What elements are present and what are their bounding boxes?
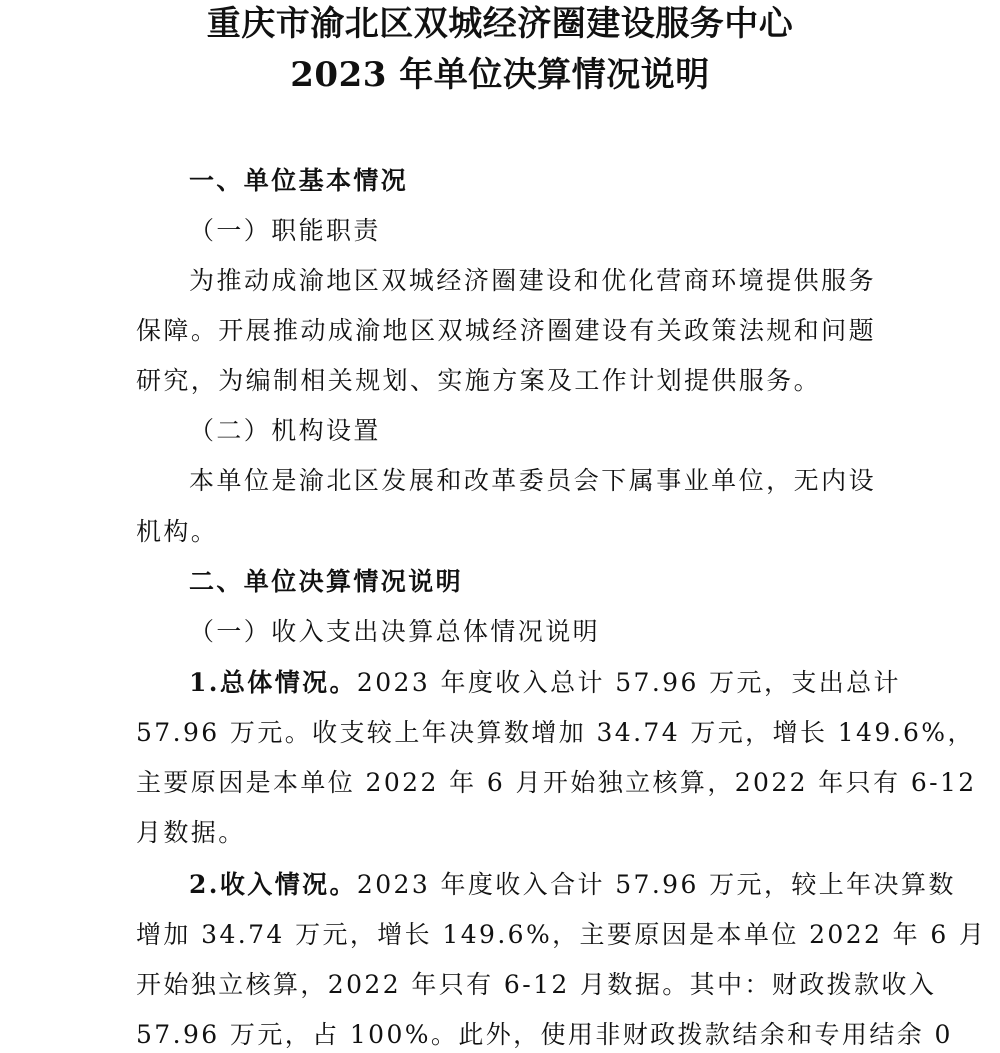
paragraph-line: 57.96 万元。收支较上年决算数增加 34.74 万元，增长 149.6%，: [136, 718, 975, 747]
paragraph-line: 为推动成渝地区双城经济圈建设和优化营商环境提供服务: [189, 266, 876, 295]
para2-label: 2.收入情况。: [189, 870, 357, 899]
paragraph-line: 本单位是渝北区发展和改革委员会下属事业单位，无内设: [189, 466, 876, 495]
paragraph-line: 57.96 万元，占 100%。此外，使用非财政拨款结余和专用结余 0: [136, 1020, 953, 1049]
paragraph-line: 主要原因是本单位 2022 年 6 月开始独立核算，2022 年只有 6-12: [136, 768, 977, 797]
paragraph-line: 保障。开展推动成渝地区双城经济圈建设有关政策法规和问题: [136, 316, 876, 345]
para2-text: 2023 年度收入合计 57.96 万元，较上年决算数: [356, 870, 956, 899]
paragraph-line: [189, 666, 901, 700]
document-title-line2: 2023 年单位决算情况说明: [290, 55, 710, 95]
document-title-line1: 重庆市渝北区双城经济圈建设服务中心: [206, 4, 794, 44]
section2-heading: 二、单位决算情况说明: [189, 567, 464, 596]
paragraph-line: 机构。: [136, 517, 219, 546]
paragraph-line: 研究，为编制相关规划、实施方案及工作计划提供服务。: [136, 366, 822, 395]
paragraph-line: 月数据。: [136, 818, 246, 847]
section1-heading: 一、单位基本情况: [189, 166, 409, 195]
paragraph-line: 增加 34.74 万元，增长 149.6%，主要原因是本单位 2022 年 6 月: [136, 920, 987, 949]
para1-text: 2023 年度收入总计 57.96 万元，支出总计: [356, 668, 901, 697]
paragraph-line: 开始独立核算，2022 年只有 6-12 月数据。其中：财政拨款收入: [136, 970, 937, 999]
paragraph-line: [189, 868, 956, 902]
section2-sub1-heading: （一）收入支出决算总体情况说明: [189, 617, 601, 646]
section1-sub2-heading: （二）机构设置: [189, 416, 381, 445]
section1-sub1-heading: （一）职能职责: [189, 216, 381, 245]
para1-label: 1.总体情况。: [189, 668, 357, 697]
